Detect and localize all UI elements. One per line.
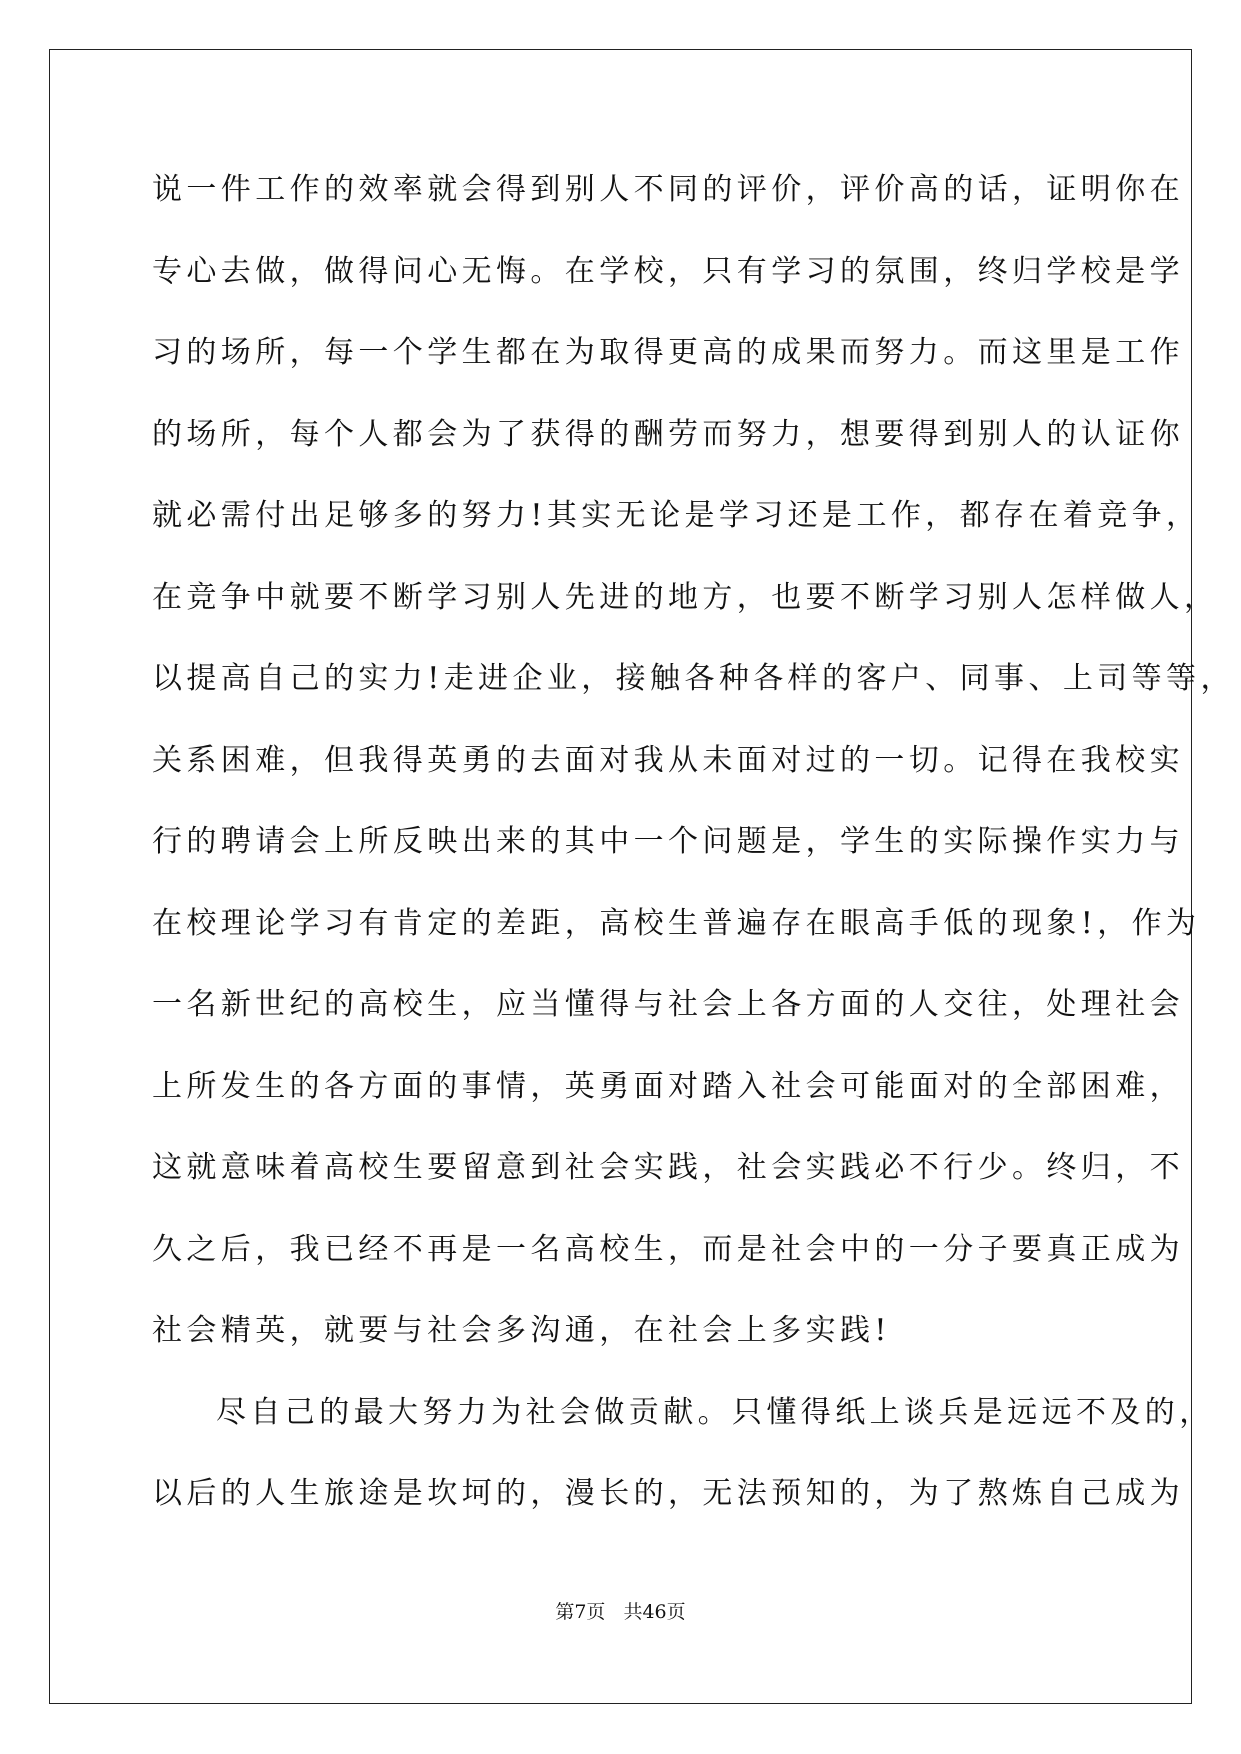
text-line: 以提高自己的实力!走进企业，接触各种各样的客户、同事、上司等等， — [152, 661, 1235, 696]
text-line: 在竞争中就要不断学习别人先进的地方，也要不断学习别人怎样做人， — [152, 579, 1219, 615]
text-line: 说一件工作的效率就会得到别人不同的评价，评价高的话，证明你在 — [152, 172, 1184, 207]
text-line: 尽自己的最大努力为社会做贡献。只懂得纸上谈兵是远远不及的， — [216, 1394, 1214, 1430]
text-line: 的场所，每个人都会为了获得的酬劳而努力，想要得到别人的认证你 — [152, 416, 1184, 452]
page-footer — [0, 1600, 1241, 1624]
text-line: 行的聘请会上所反映出来的其中一个问题是，学生的实际操作实力与 — [152, 824, 1184, 859]
text-line: 这就意味着高校生要留意到社会实践，社会实践必不行少。终归，不 — [152, 1150, 1184, 1185]
text-line: 以后的人生旅途是坎坷的，漫长的，无法预知的，为了熬炼自己成为 — [152, 1476, 1184, 1511]
document-body — [152, 160, 1235, 1546]
text-line: 习的场所，每一个学生都在为取得更高的成果而努力。而这里是工作 — [152, 335, 1184, 370]
page-number: 第7页 — [555, 1601, 606, 1623]
text-line: 关系困难，但我得英勇的去面对我从未面对过的一切。记得在我校实 — [152, 742, 1184, 778]
text-line: 专心去做，做得问心无悔。在学校，只有学习的氛围，终归学校是学 — [152, 253, 1184, 289]
text-line: 就必需付出足够多的努力!其实无论是学习还是工作，都存在着竞争， — [152, 498, 1201, 533]
text-line: 社会精英，就要与社会多沟通，在社会上多实践! — [152, 1313, 891, 1348]
text-line: 一名新世纪的高校生，应当懂得与社会上各方面的人交往，处理社会 — [152, 987, 1184, 1022]
text-line: 在校理论学习有肯定的差距，高校生普遍存在眼高手低的现象!，作为 — [152, 905, 1201, 941]
text-line: 上所发生的各方面的事情，英勇面对踏入社会可能面对的全部困难， — [152, 1068, 1184, 1104]
total-pages: 共46页 — [623, 1601, 686, 1623]
text-line: 久之后，我已经不再是一名高校生，而是社会中的一分子要真正成为 — [152, 1231, 1184, 1267]
